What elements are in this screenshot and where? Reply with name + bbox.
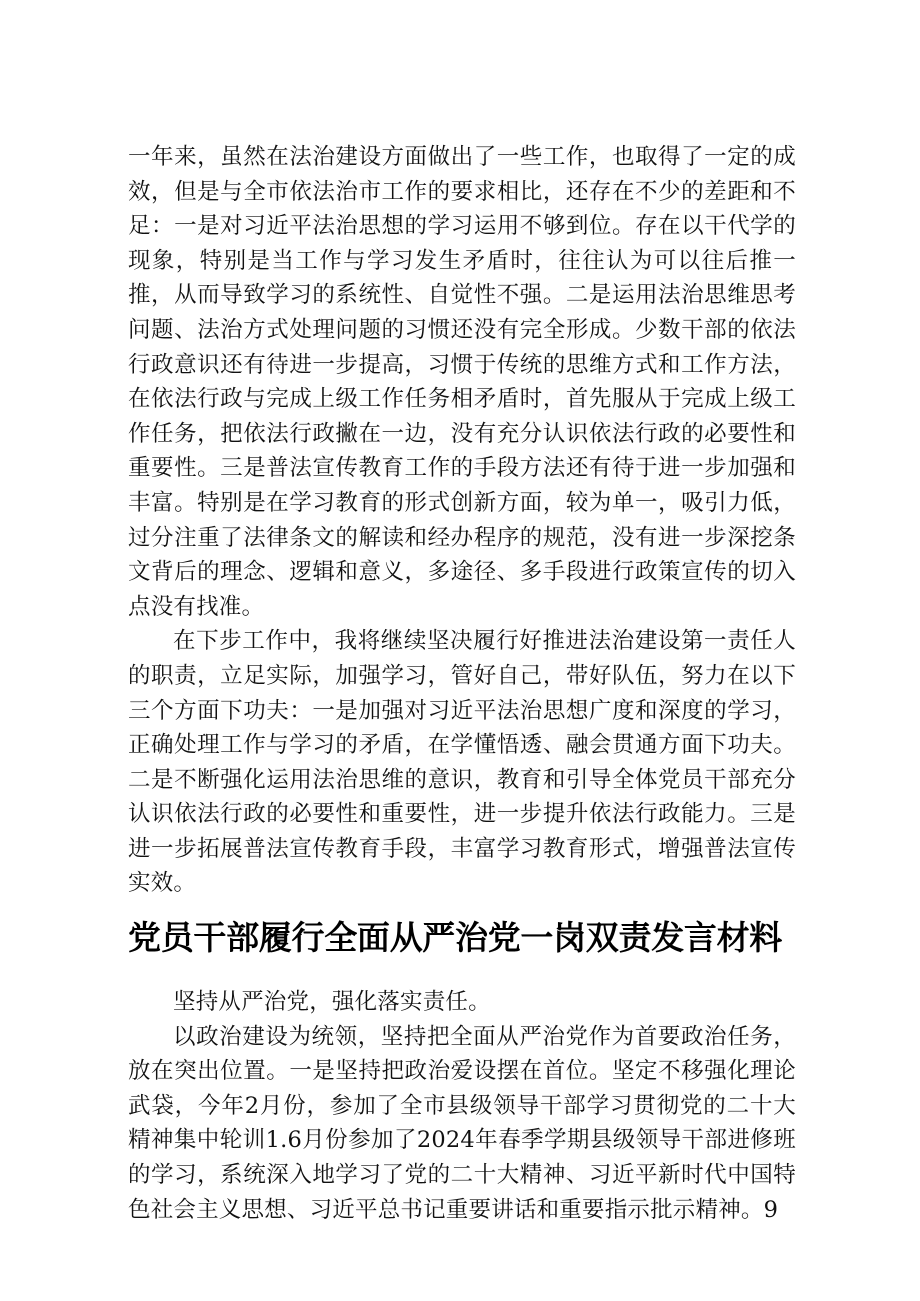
- document-heading: 党员干部履行全面从严治党一岗双责发言材料: [128, 918, 783, 958]
- paragraph-section-lead: 坚持从严治党，强化落实责任。: [173, 989, 491, 1016]
- document-body: [128, 140, 796, 1227]
- paragraph-shortcomings: 一年来，虽然在法治建设方面做出了一些工作，也取得了一定的成效，但是与全市依法治市工作的要求相比，还存在不少的差距和不足：一是对习近平法治思想的学习运用不够到位。存在以干代学的现象，特别是当工作与学习发生矛盾时，往往认为可以往后推一推，从而导致学习的系统性、自觉性不强。二是运用法治思维思考问题、法治方式处理问题的习惯还没有完全形成。少数干部的依法行政意识还有待进一步提高，习惯于传统的思维方式和工作方法，在依法行政与完成上级工作任务相矛盾时，首先服从于完成上级工作任务，把依法行政撇在一边，没有充分认识依法行政的必要性和重要性。三是普法宣传教育工作的手段方法还有待于进一步加强和丰富。特别是在学习教育的形式创新方面，较为单一，吸引力低，过分注重了法律条文的解读和经办程序的规范，没有进一步深挖条文背后的理念、逻辑和意义，多途径、多手段进行政策宣传的切入点没有找准。: [128, 144, 796, 620]
- paragraph-next-steps: 在下步工作中，我将继续坚决履行好推进法治建设第一责任人的职责，立足实际，加强学习，管好自己，带好队伍，努力在以下三个方面下功夫：一是加强对习近平法治思想广度和深度的学习，正确处理工作与学习的矛盾，在学懂悟透、融会贯通方面下功夫。二是不断强化运用法治思维的意识，教育和引导全体党员干部充分认识依法行政的必要性和重要性，进一步提升依法行政能力。三是进一步拓展普法宣传教育手段，丰富学习教育形式，增强普法宣传实效。: [128, 628, 796, 897]
- paragraph-political-building: 以政治建设为统领，坚持把全面从严治党作为首要政治任务，放在突出位置。一是坚持把政治爱设摆在首位。坚定不移强化理论武袋，今年2月份，参加了全市县级领导干部学习贯彻党的二十大精神集中轮训1.6月份参加了2024年春季学期县级领导干部进修班的学习，系统深入地学习了党的二十大精神、习近平新时代中国特色社会主义思想、习近平总书记重要讲话和重要指示批示精神。9: [128, 1023, 796, 1223]
